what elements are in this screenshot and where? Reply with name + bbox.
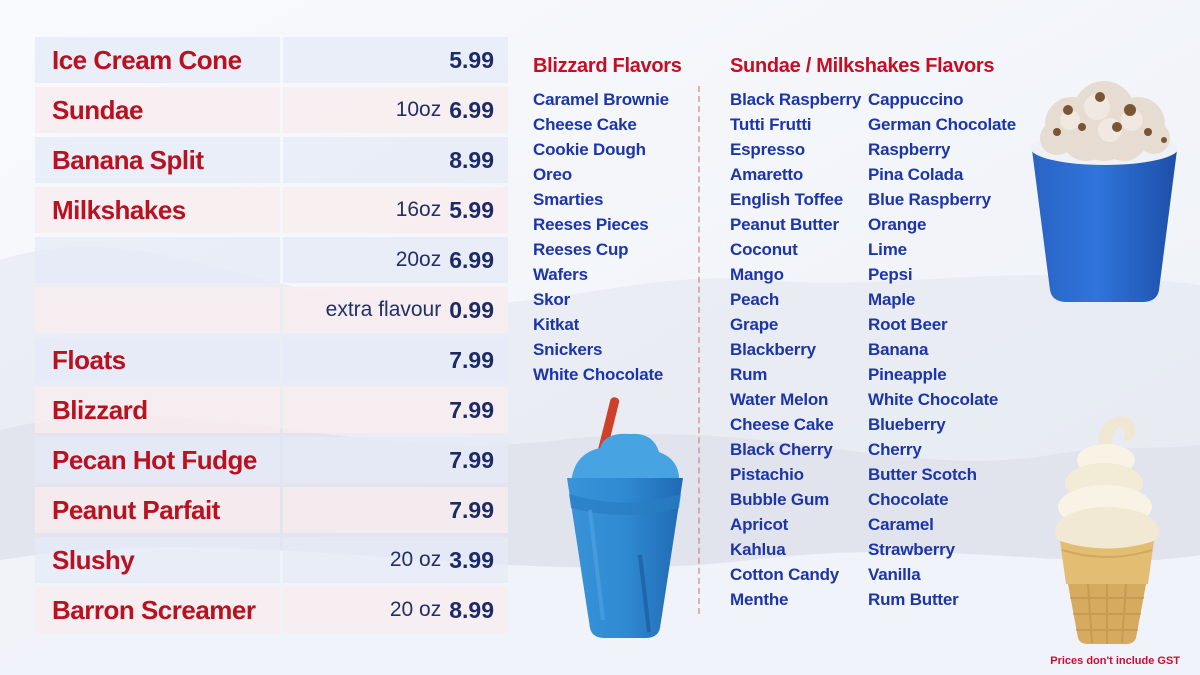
item-name: Slushy	[52, 544, 135, 575]
flavor-item: Pepsi	[868, 265, 913, 284]
flavor-item: Cotton Candy	[730, 565, 840, 584]
flavor-item: Pistachio	[730, 465, 804, 484]
item-size: 20oz	[395, 248, 442, 271]
flavor-item: German Chocolate	[868, 115, 1016, 134]
flavor-item: Espresso	[730, 140, 805, 159]
item-price: 0.99	[449, 296, 494, 323]
flavor-item: Mango	[730, 265, 784, 284]
flavor-item: Pina Colada	[868, 165, 964, 184]
flavor-item: Reeses Cup	[533, 240, 629, 259]
flavor-item: Skor	[533, 290, 570, 309]
item-price: 6.99	[449, 96, 494, 123]
item-price: 7.99	[449, 446, 494, 473]
item-name: Blizzard	[52, 394, 148, 425]
flavor-item: Kahlua	[730, 540, 786, 559]
item-name: Banana Split	[52, 144, 204, 175]
flavor-item: Cheese Cake	[533, 115, 637, 134]
price-table	[35, 37, 508, 637]
flavor-item: Snickers	[533, 340, 603, 359]
gst-note: Prices don't include GST	[1050, 655, 1180, 667]
item-size: 20 oz	[389, 548, 442, 571]
flavor-item: Cookie Dough	[533, 140, 646, 159]
item-size: 16oz	[395, 198, 442, 221]
flavor-item: Grape	[730, 315, 779, 334]
soft-serve-cone-image	[1048, 410, 1166, 645]
flavor-item: Reeses Pieces	[533, 215, 649, 234]
sundae-flavors-section	[730, 55, 1016, 612]
menu-row	[35, 187, 508, 233]
item-name: Pecan Hot Fudge	[52, 444, 257, 475]
item-name: Peanut Parfait	[52, 494, 220, 525]
item-name: Barron Screamer	[52, 594, 256, 625]
slushy-image	[545, 390, 705, 645]
menu-row	[35, 537, 508, 583]
item-price: 5.99	[449, 46, 494, 73]
blizzard-flavor-list	[533, 87, 682, 387]
flavor-item: Amaretto	[730, 165, 804, 184]
item-name: Sundae	[52, 94, 143, 125]
menu-row	[35, 337, 508, 383]
sundae-column-2	[868, 87, 1016, 612]
flavor-item: Blueberry	[868, 415, 946, 434]
flavor-item: Vanilla	[868, 565, 921, 584]
item-price: 3.99	[449, 546, 494, 573]
item-name: Floats	[52, 344, 126, 375]
item-price: 8.99	[449, 596, 494, 623]
flavor-item: Blackberry	[730, 340, 816, 359]
flavor-item: Black Raspberry	[730, 90, 862, 109]
menu-row	[35, 387, 508, 433]
item-size: extra flavour	[325, 298, 442, 321]
flavor-item: Water Melon	[730, 390, 829, 409]
menu-row	[35, 37, 508, 83]
menu-row	[35, 137, 508, 183]
blizzard-cup-image	[1012, 72, 1197, 307]
flavor-item: Strawberry	[868, 540, 955, 559]
item-price: 7.99	[449, 346, 494, 373]
menu-row	[35, 237, 508, 283]
menu-row	[35, 287, 508, 333]
flavor-item: Lime	[868, 240, 907, 259]
menu-row	[35, 437, 508, 483]
flavor-item: Tutti Frutti	[730, 115, 812, 134]
sundae-column-1	[730, 87, 868, 612]
flavor-item: Raspberry	[868, 140, 951, 159]
flavor-item: Rum	[730, 365, 768, 384]
flavor-item: Wafers	[533, 265, 588, 284]
flavor-item: Cappuccino	[868, 90, 964, 109]
blizzard-flavors-section	[533, 55, 682, 387]
flavor-item: Banana	[868, 340, 929, 359]
flavor-item: Coconut	[730, 240, 798, 259]
flavor-item: Maple	[868, 290, 916, 309]
flavor-item: Apricot	[730, 515, 789, 534]
flavor-item: Menthe	[730, 590, 789, 609]
sundae-flavors-title: Sundae / Milkshakes Flavors	[730, 55, 995, 77]
flavor-item: Black Cherry	[730, 440, 833, 459]
menu-row	[35, 587, 508, 633]
item-size: 10oz	[395, 98, 442, 121]
flavor-item: Caramel Brownie	[533, 90, 669, 109]
flavor-item: Rum Butter	[868, 590, 959, 609]
flavor-item: Kitkat	[533, 315, 580, 334]
menu-row	[35, 487, 508, 533]
blizzard-flavors-title: Blizzard Flavors	[533, 55, 682, 77]
item-price: 5.99	[449, 196, 494, 223]
flavor-item: Root Beer	[868, 315, 948, 334]
flavor-item: Peanut Butter	[730, 215, 839, 234]
flavor-item: Chocolate	[868, 490, 949, 509]
item-price: 8.99	[449, 146, 494, 173]
flavor-item: White Chocolate	[868, 390, 999, 409]
item-price: 7.99	[449, 496, 494, 523]
flavor-item: Smarties	[533, 190, 604, 209]
flavor-item: Orange	[868, 215, 927, 234]
flavor-item: Blue Raspberry	[868, 190, 991, 209]
flavor-item: English Toffee	[730, 190, 844, 209]
item-name: Milkshakes	[52, 194, 186, 225]
item-name: Ice Cream Cone	[52, 44, 242, 75]
flavor-item: Butter Scotch	[868, 465, 977, 484]
item-price: 7.99	[449, 396, 494, 423]
flavor-item: Pineapple	[868, 365, 947, 384]
flavor-item: Cheese Cake	[730, 415, 834, 434]
item-price: 6.99	[449, 246, 494, 273]
flavor-item: Peach	[730, 290, 780, 309]
menu-row	[35, 87, 508, 133]
flavor-item: Cherry	[868, 440, 922, 459]
flavor-item: Caramel	[868, 515, 934, 534]
flavor-item: Oreo	[533, 165, 572, 184]
item-size: 20 oz	[389, 598, 442, 621]
flavor-item: Bubble Gum	[730, 490, 830, 509]
flavor-item: White Chocolate	[533, 365, 664, 384]
